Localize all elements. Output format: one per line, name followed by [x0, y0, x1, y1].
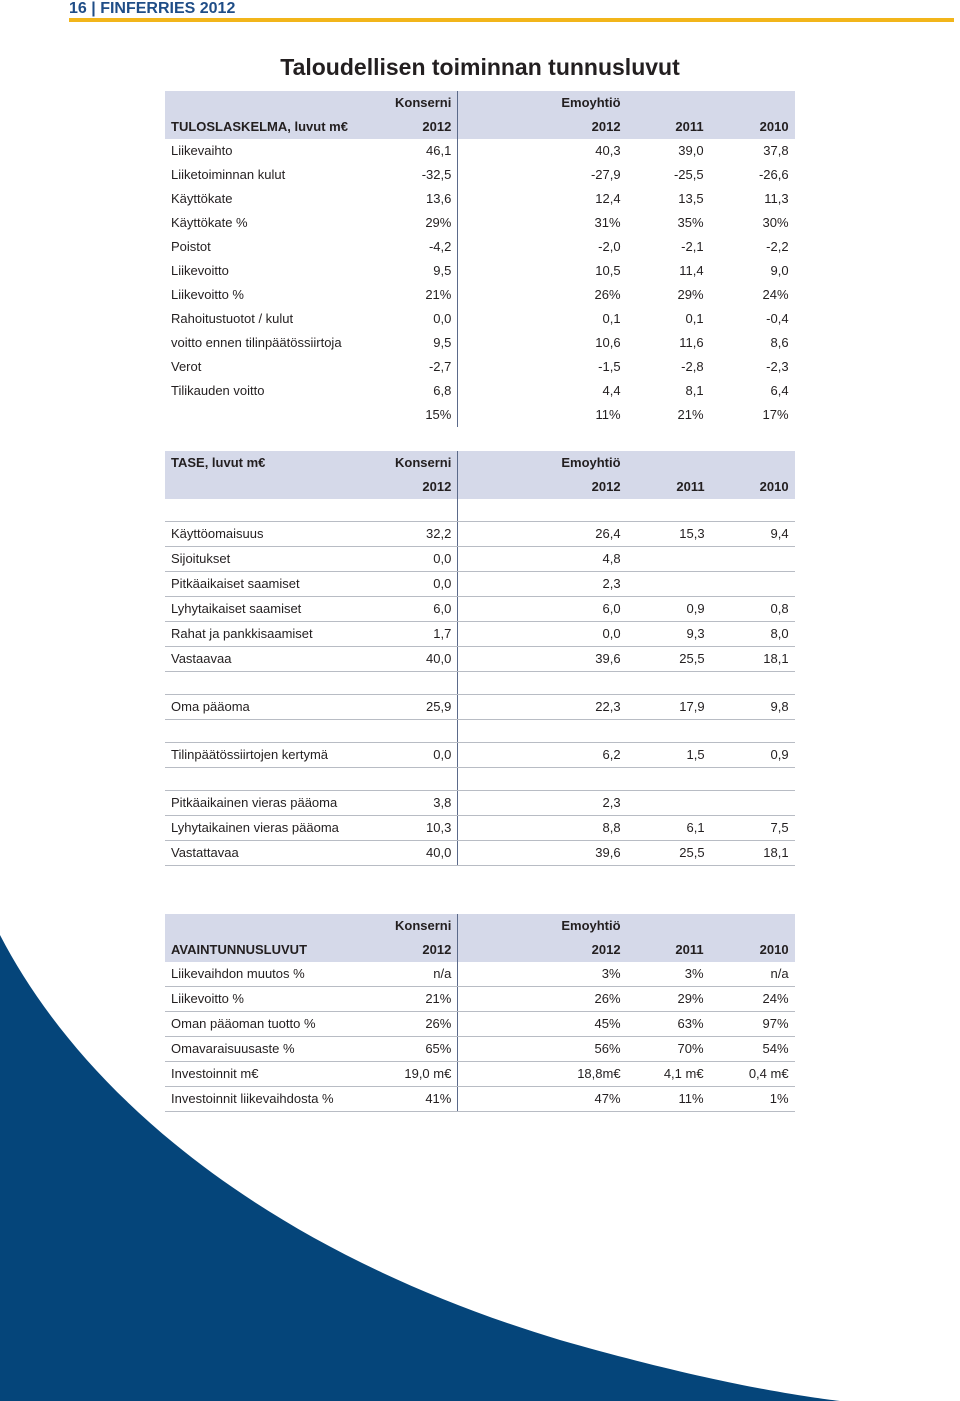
asset-row	[165, 522, 795, 547]
value-cell: 17%	[762, 407, 789, 422]
balance-year-row	[165, 475, 795, 499]
value-cell: 70%	[627, 1037, 710, 1062]
value-cell: 29%	[677, 287, 704, 302]
value-cell: 24%	[710, 987, 795, 1012]
value-cell: 7,5	[711, 816, 795, 841]
group-konserni: Konserni	[389, 914, 458, 938]
year-cell: 2010	[711, 475, 795, 499]
value-cell: 39,6	[458, 841, 627, 866]
value-cell: 11%	[595, 407, 621, 422]
row-label: Liikevaihto	[171, 143, 233, 158]
value-cell: -1,5	[598, 359, 621, 374]
value-cell: 9,0	[770, 263, 789, 278]
row-label: Investoinnit liikevaihdosta %	[165, 1087, 389, 1112]
value-cell: -2,8	[681, 359, 704, 374]
row-label: Liikevaihdon muutos %	[165, 962, 389, 987]
value-cell: 10,3	[389, 816, 458, 841]
row-label: Poistot	[171, 239, 211, 254]
income-row	[165, 331, 795, 355]
group-konserni: Konserni	[389, 451, 458, 475]
value-cell: -2,0	[598, 239, 621, 254]
value-cell: 29%	[389, 211, 458, 235]
value-cell: 35%	[677, 215, 704, 230]
row-label: Liikevoitto %	[171, 287, 244, 302]
value-cell: 18,1	[711, 647, 795, 672]
asset-row	[165, 622, 795, 647]
value-cell: 15%	[389, 403, 458, 427]
value-cell: 26,4	[458, 522, 627, 547]
value-cell: 4,8	[458, 547, 627, 572]
year-cell: 2011	[627, 115, 710, 139]
value-cell: 18,8m€	[458, 1062, 627, 1087]
accrual-row	[165, 743, 795, 768]
value-cell: 37,8	[763, 143, 789, 158]
value-cell: 11,6	[679, 335, 704, 350]
asset-row	[165, 597, 795, 622]
row-label: Pitkäaikaiset saamiset	[165, 572, 389, 597]
year-cell: 2012	[458, 475, 627, 499]
row-label	[165, 403, 389, 427]
value-cell: 6,0	[458, 597, 627, 622]
year-cell: 2010	[710, 115, 795, 139]
value-cell: 22,3	[458, 695, 627, 720]
value-cell: 21%	[677, 407, 704, 422]
spacer-row	[165, 720, 795, 743]
value-cell: 45%	[458, 1012, 627, 1037]
value-cell: 8,0	[711, 622, 795, 647]
value-cell	[627, 572, 711, 597]
balance-heading: TASE, luvut m€	[165, 451, 389, 475]
income-row	[165, 355, 795, 379]
header-rule	[69, 18, 954, 22]
value-cell: -32,5	[389, 163, 458, 187]
value-cell: 2,3	[458, 572, 627, 597]
group-emoyhtio: Emoyhtiö	[458, 914, 627, 938]
value-cell: 6,8	[389, 379, 458, 403]
row-label: Käyttökate %	[171, 215, 248, 230]
value-cell: 0,0	[389, 572, 458, 597]
row-label: Vastattavaa	[165, 841, 389, 866]
value-cell: 9,8	[711, 695, 795, 720]
value-cell: 6,1	[627, 816, 711, 841]
value-cell: 18,1	[711, 841, 795, 866]
value-cell: 21%	[389, 283, 458, 307]
key-heading: AVAINTUNNUSLUVUT	[165, 938, 389, 962]
income-row	[165, 259, 795, 283]
row-label: Oma pääoma	[165, 695, 389, 720]
value-cell: 29%	[627, 987, 710, 1012]
value-cell: 21%	[389, 987, 458, 1012]
year-cell: 2012	[389, 115, 458, 139]
row-label: Oman pääoman tuotto %	[165, 1012, 389, 1037]
value-cell: 2,3	[458, 791, 627, 816]
key-row	[165, 962, 795, 987]
key-group-row	[165, 914, 795, 938]
value-cell: 4,1 m€	[627, 1062, 710, 1087]
value-cell: 25,5	[627, 647, 711, 672]
value-cell: 0,0	[389, 307, 458, 331]
row-label: Käyttöomaisuus	[165, 522, 389, 547]
liability-row	[165, 816, 795, 841]
income-row	[165, 187, 795, 211]
value-cell: 8,1	[685, 383, 704, 398]
value-cell: 31%	[594, 215, 621, 230]
value-cell: 10,5	[595, 263, 621, 278]
key-row	[165, 1087, 795, 1112]
value-cell: 13,6	[389, 187, 458, 211]
value-cell: 1,5	[627, 743, 711, 768]
year-cell: 2012	[389, 475, 458, 499]
row-label: Liikevoitto %	[165, 987, 389, 1012]
value-cell: 3%	[627, 962, 710, 987]
row-label: Liikevoitto	[171, 263, 229, 278]
asset-row	[165, 547, 795, 572]
value-cell: 15,3	[627, 522, 711, 547]
key-year-row	[165, 938, 795, 962]
row-label: Investoinnit m€	[165, 1062, 389, 1087]
value-cell: 0,0	[389, 743, 458, 768]
value-cell: 1,7	[389, 622, 458, 647]
value-cell: 26%	[594, 287, 621, 302]
year-cell: 2010	[710, 938, 795, 962]
value-cell: 12,4	[595, 191, 621, 206]
page-header	[69, 0, 235, 18]
asset-row	[165, 647, 795, 672]
balance-sheet-table	[165, 451, 795, 866]
key-row	[165, 1062, 795, 1087]
equity-row	[165, 695, 795, 720]
value-cell: 24%	[762, 287, 789, 302]
value-cell: 9,5	[389, 331, 458, 355]
value-cell: 11,3	[764, 191, 789, 206]
spacer-row	[165, 768, 795, 791]
value-cell: 39,0	[678, 143, 704, 158]
value-cell: 11,4	[679, 263, 704, 278]
row-label: Tilinpäätössiirtojen kertymä	[165, 743, 389, 768]
income-heading: TULOSLASKELMA, luvut m€	[165, 115, 389, 139]
value-cell: 54%	[710, 1037, 795, 1062]
value-cell: -0,4	[766, 311, 789, 326]
value-cell: 0,1	[685, 311, 704, 326]
value-cell: 0,9	[711, 743, 795, 768]
group-emoyhtio: Emoyhtiö	[458, 451, 627, 475]
value-cell: 10,6	[595, 335, 621, 350]
value-cell: 6,2	[458, 743, 627, 768]
value-cell: 65%	[389, 1037, 458, 1062]
value-cell: 9,3	[627, 622, 711, 647]
value-cell: 30%	[762, 215, 789, 230]
publication-name: FINFERRIES 2012	[100, 0, 236, 17]
income-row	[165, 379, 795, 403]
value-cell: 46,1	[389, 139, 458, 163]
row-label: Rahoitustuotot / kulut	[171, 311, 294, 326]
income-row	[165, 307, 795, 331]
row-label: voitto ennen tilinpäätössiirtoja	[171, 335, 342, 350]
value-cell: 8,8	[458, 816, 627, 841]
value-cell	[711, 547, 795, 572]
income-row	[165, 163, 795, 187]
income-group-row	[165, 91, 795, 115]
value-cell: 97%	[710, 1012, 795, 1037]
value-cell: 63%	[627, 1012, 710, 1037]
value-cell: -26,6	[758, 167, 789, 182]
row-label: Pitkäaikainen vieras pääoma	[165, 791, 389, 816]
row-label: Rahat ja pankkisaamiset	[165, 622, 389, 647]
value-cell: 4,4	[602, 383, 621, 398]
group-konserni: Konserni	[389, 91, 458, 115]
year-cell: 2012	[389, 938, 458, 962]
value-cell: n/a	[389, 962, 458, 987]
row-label: Verot	[171, 359, 202, 374]
value-cell: 0,4 m€	[710, 1062, 795, 1087]
value-cell: -2,1	[681, 239, 704, 254]
income-row	[165, 139, 795, 163]
row-label: Liiketoiminnan kulut	[171, 167, 286, 182]
value-cell: 3,8	[389, 791, 458, 816]
value-cell: 40,3	[595, 143, 621, 158]
group-emoyhtio: Emoyhtiö	[458, 91, 627, 115]
value-cell: 19,0 m€	[389, 1062, 458, 1087]
key-figures-table	[165, 914, 795, 1112]
value-cell	[627, 791, 711, 816]
value-cell: -2,7	[389, 355, 458, 379]
value-cell: n/a	[710, 962, 795, 987]
value-cell: -2,3	[766, 359, 789, 374]
value-cell: 0,1	[602, 311, 621, 326]
value-cell: 32,2	[389, 522, 458, 547]
value-cell	[711, 791, 795, 816]
row-label: Lyhytaikainen vieras pääoma	[165, 816, 389, 841]
key-row	[165, 1012, 795, 1037]
value-cell: 0,9	[627, 597, 711, 622]
value-cell: -4,2	[389, 235, 458, 259]
year-cell: 2011	[627, 475, 711, 499]
balance-group-row	[165, 451, 795, 475]
value-cell: 26%	[458, 987, 627, 1012]
value-cell: 40,0	[389, 841, 458, 866]
value-cell: -27,9	[590, 167, 621, 182]
income-row	[165, 211, 795, 235]
page-number: 16	[69, 0, 87, 17]
value-cell: 40,0	[389, 647, 458, 672]
row-label: Omavaraisuusaste %	[165, 1037, 389, 1062]
value-cell: 56%	[458, 1037, 627, 1062]
spacer-row	[165, 672, 795, 695]
row-label: Tilikauden voitto	[171, 383, 265, 398]
value-cell: 17,9	[627, 695, 711, 720]
value-cell: -25,5	[673, 167, 704, 182]
value-cell: 25,5	[627, 841, 711, 866]
value-cell: 11%	[627, 1087, 710, 1112]
value-cell: 0,0	[389, 547, 458, 572]
value-cell: 3%	[458, 962, 627, 987]
year-cell: 2011	[627, 938, 710, 962]
key-row	[165, 987, 795, 1012]
value-cell: 41%	[389, 1087, 458, 1112]
value-cell: 26%	[389, 1012, 458, 1037]
income-statement-table	[165, 91, 795, 427]
value-cell: 13,5	[678, 191, 704, 206]
key-row	[165, 1037, 795, 1062]
value-cell: 8,6	[770, 335, 789, 350]
income-row	[165, 283, 795, 307]
liability-row	[165, 841, 795, 866]
value-cell: 9,4	[711, 522, 795, 547]
income-row	[165, 235, 795, 259]
value-cell	[711, 572, 795, 597]
value-cell: 39,6	[458, 647, 627, 672]
row-label: Vastaavaa	[165, 647, 389, 672]
value-cell	[627, 547, 711, 572]
liability-row	[165, 791, 795, 816]
year-cell: 2012	[458, 938, 627, 962]
value-cell: -2,2	[766, 239, 789, 254]
asset-row	[165, 572, 795, 597]
value-cell: 6,0	[389, 597, 458, 622]
spacer-row	[165, 499, 795, 522]
income-row	[165, 403, 795, 427]
row-label: Lyhytaikaiset saamiset	[165, 597, 389, 622]
value-cell: 6,4	[770, 383, 789, 398]
header-separator: |	[91, 0, 96, 17]
row-label: Sijoitukset	[165, 547, 389, 572]
value-cell: 47%	[458, 1087, 627, 1112]
value-cell: 1%	[710, 1087, 795, 1112]
income-year-row	[165, 115, 795, 139]
value-cell: 25,9	[389, 695, 458, 720]
year-cell: 2012	[458, 115, 627, 139]
value-cell: 9,5	[389, 259, 458, 283]
value-cell: 0,0	[458, 622, 627, 647]
page-title: Taloudellisen toiminnan tunnusluvut	[280, 54, 680, 80]
row-label: Käyttökate	[171, 191, 233, 206]
value-cell: 0,8	[711, 597, 795, 622]
